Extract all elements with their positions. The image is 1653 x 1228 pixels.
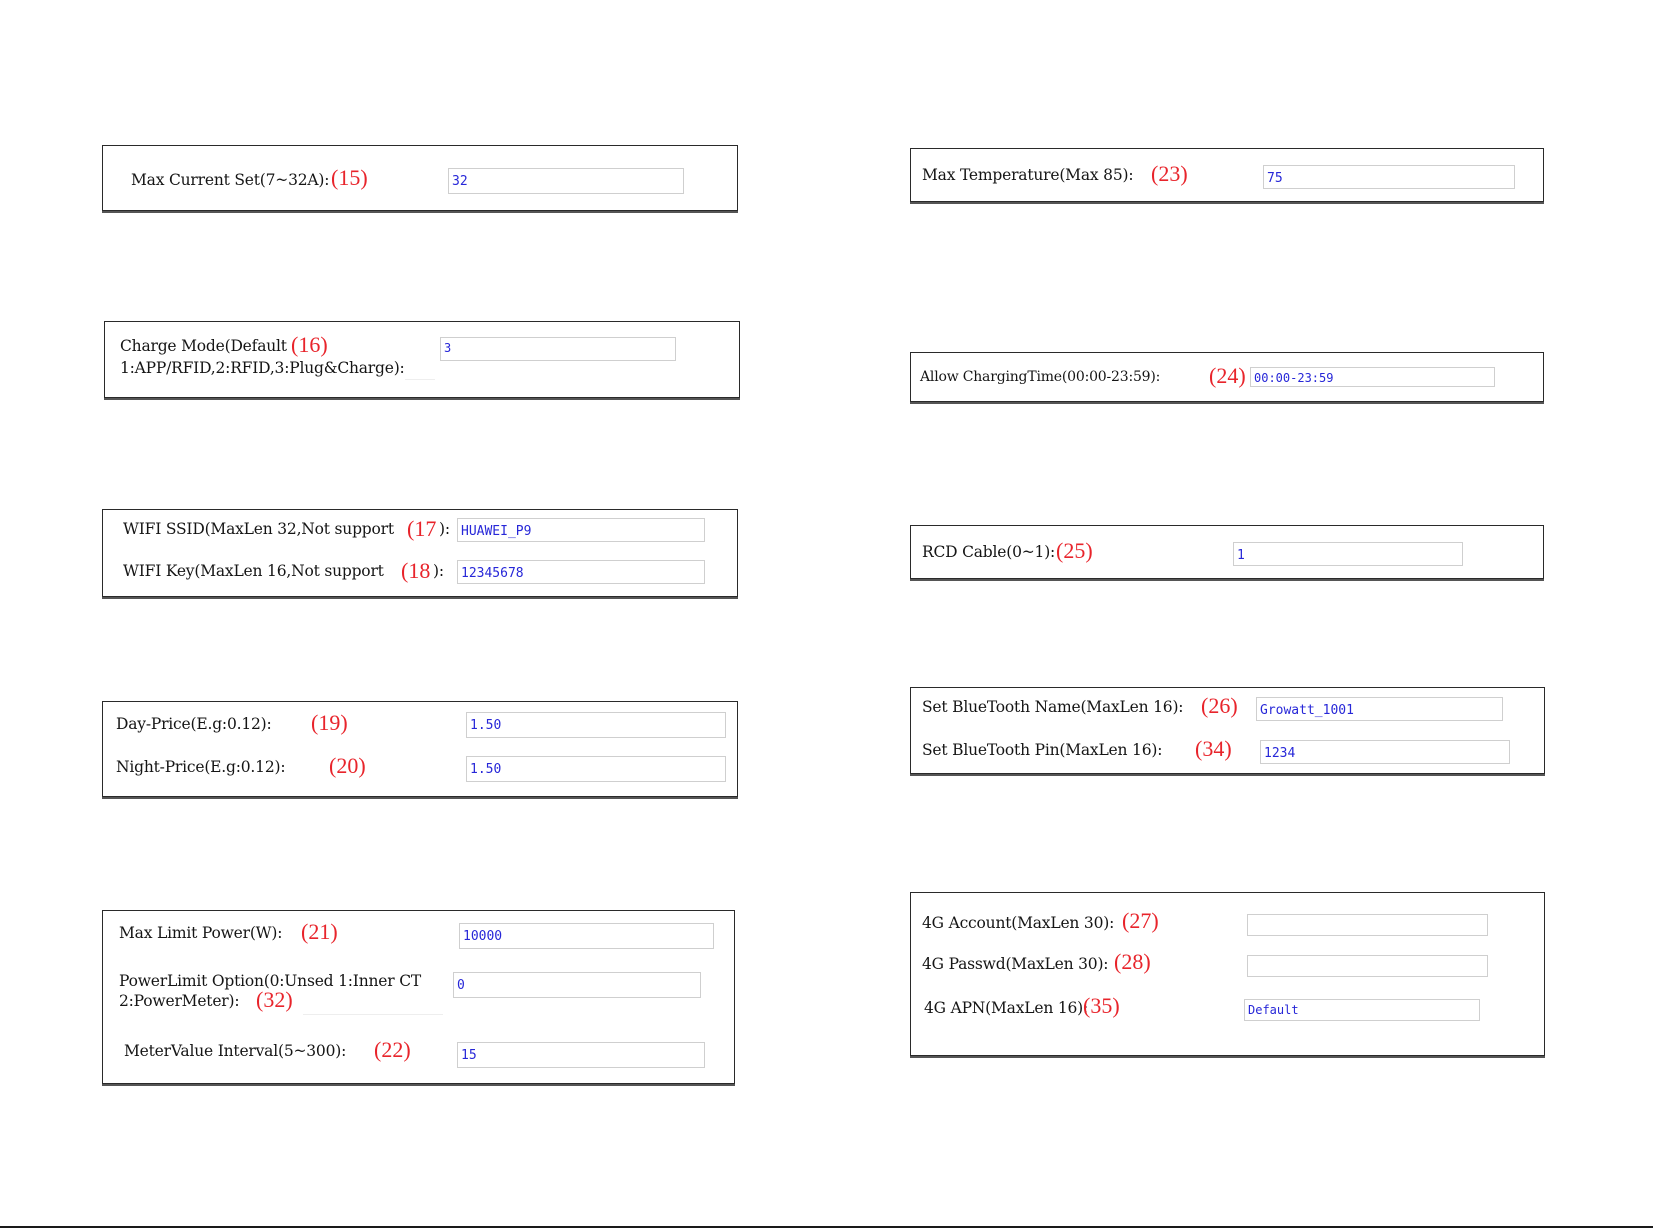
max-limit-power-label: Max Limit Power(W): [119,924,283,942]
cellular-panel [910,892,1545,1056]
wifi-ssid-label: WIFI SSID(MaxLen 32,Not support [123,520,394,538]
night-price-marker: (20) [329,753,366,778]
bluetooth-name-marker: (26) [1201,693,1238,718]
charging-time-label: Allow ChargingTime(00:00-23:59): [920,369,1161,385]
meter-value-interval-label: MeterValue Interval(5~300): [124,1042,347,1060]
bluetooth-panel [910,687,1545,774]
day-price-input[interactable]: 1.50 [466,712,726,738]
power-limit-option-label-line1: PowerLimit Option(0:Unsed 1:Inner CT [119,972,422,990]
wifi-ssid-input[interactable]: HUAWEI_P9 [457,518,705,542]
cellular-account-marker: (27) [1122,908,1159,933]
power-panel [102,910,735,1084]
rcd-cable-label: RCD Cable(0~1): [922,543,1056,561]
rcd-cable-marker: (25) [1056,538,1093,563]
max-current-marker: (15) [331,165,368,190]
wifi-key-marker-tail: ): [433,562,444,580]
wifi-ssid-marker-tail: ): [439,520,450,538]
max-current-panel [102,145,738,211]
cellular-account-input[interactable] [1247,914,1488,936]
power-limit-option-input[interactable]: 0 [453,972,701,998]
charge-mode-input[interactable]: 3 [440,337,676,361]
charge-mode-panel [104,321,740,398]
cellular-apn-marker: (35) [1083,993,1120,1018]
max-temperature-marker: (23) [1151,161,1188,186]
bluetooth-name-label: Set BlueTooth Name(MaxLen 16): [922,698,1184,716]
bluetooth-pin-label: Set BlueTooth Pin(MaxLen 16): [922,741,1163,759]
charging-time-input[interactable]: 00:00-23:59 [1250,367,1495,387]
meter-value-interval-input[interactable]: 15 [457,1042,705,1068]
cellular-passwd-marker: (28) [1114,949,1151,974]
max-temperature-input[interactable]: 75 [1263,165,1515,189]
meter-value-interval-marker: (22) [374,1037,411,1062]
wifi-key-marker: (18 [401,558,431,583]
rcd-cable-input[interactable]: 1 [1233,542,1463,566]
cellular-account-label: 4G Account(MaxLen 30): [922,914,1115,932]
night-price-label: Night-Price(E.g:0.12): [116,758,286,776]
max-temperature-panel [910,148,1544,202]
rcd-cable-panel [910,525,1544,579]
price-panel [102,701,738,797]
charge-mode-label-line1: Charge Mode(Default [120,337,287,355]
charging-time-panel [910,352,1544,402]
day-price-marker: (19) [311,710,348,735]
bluetooth-pin-input[interactable]: 1234 [1260,740,1510,764]
charge-mode-separator [405,379,435,380]
max-limit-power-input[interactable]: 10000 [459,923,714,949]
wifi-panel [102,509,738,597]
night-price-input[interactable]: 1.50 [466,756,726,782]
charge-mode-marker: (16) [291,332,328,357]
power-limit-option-marker: (32) [256,987,293,1012]
wifi-key-input[interactable]: 12345678 [457,560,705,584]
bluetooth-pin-marker: (34) [1195,736,1232,761]
power-limit-option-label-line2: 2:PowerMeter): [119,992,240,1010]
max-current-label: Max Current Set(7~32A): [131,171,330,189]
day-price-label: Day-Price(E.g:0.12): [116,715,272,733]
cellular-passwd-input[interactable] [1247,955,1488,977]
cellular-apn-label: 4G APN(MaxLen 16): [924,999,1089,1017]
bluetooth-name-input[interactable]: Growatt_1001 [1256,697,1503,721]
max-limit-power-marker: (21) [301,919,338,944]
power-limit-option-separator [303,1014,443,1015]
max-current-input[interactable]: 32 [448,168,684,194]
max-temperature-label: Max Temperature(Max 85): [922,166,1134,184]
cellular-apn-input[interactable]: Default [1244,999,1480,1021]
charging-time-marker: (24) [1209,363,1246,388]
wifi-ssid-marker: (17 [407,516,437,541]
wifi-key-label: WIFI Key(MaxLen 16,Not support [123,562,384,580]
cellular-passwd-label: 4G Passwd(MaxLen 30): [922,955,1109,973]
charge-mode-label-line2: 1:APP/RFID,2:RFID,3:Plug&Charge): [120,359,405,377]
